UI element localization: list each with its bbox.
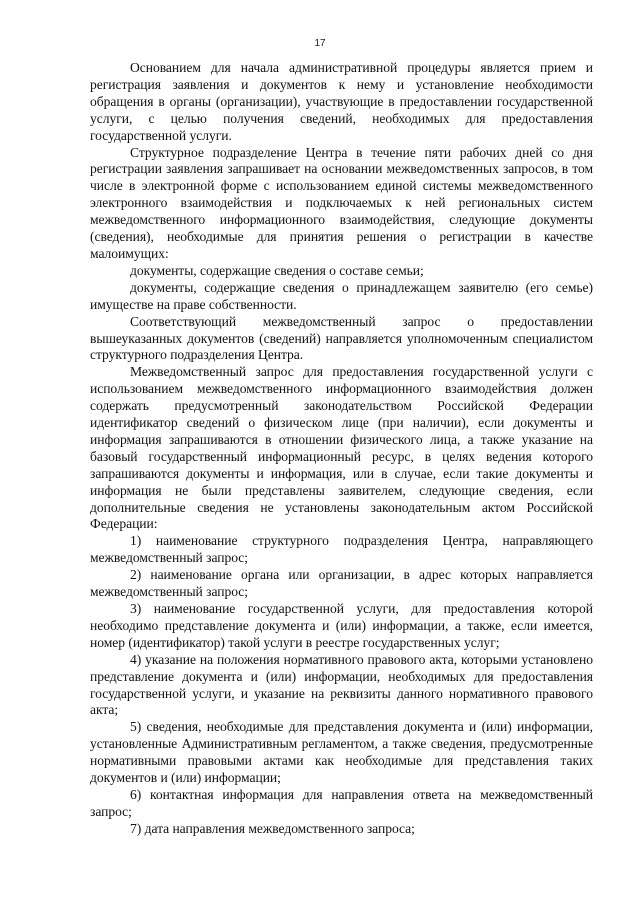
paragraph-request-sender: Соответствующий межведомственный запрос о предоставлении вышеуказанных документов (сведений) направляется уполномоченным специалистом структурного подразделения Центра. (90, 313, 593, 363)
list-item-3: 3) наименование государственной услуги, для предоставления которой необходимо представление документа и (или) информации, а также, если имеется, номер (идентификатор) такой услуги в реестре государственных услуг; (90, 601, 593, 650)
document-body (90, 60, 593, 838)
paragraph-request-content: Межведомственный запрос для предоставления государственной услуги с использованием межведомственного информационного взаимодействия должен содержать предусмотренный законодательством Российской Федерации идентификатор сведений о физическом лице (при наличии), если документы и информация запрашиваются в отношении физического лица, а также указание на базовый государственный информационный ресурс, в целях ведения которого запрашиваются документы и информация, или в случае, если такие документы и информация не были представлены заявителем, следующие сведения, если дополнительные сведения не установлены законодательным актом Российской Федерации: (90, 364, 593, 532)
list-item-4: 4) указание на положения нормативного правового акта, которыми установлено представление документа и (или) информации, необходимых для предоставления государственной услуги, и указание на реквизиты данного нормативного правового акта; (90, 651, 593, 718)
page-number: 17 (314, 38, 326, 49)
list-item-7: 7) дата направления межведомственного запроса; (130, 820, 415, 836)
list-item-1: 1) наименование структурного подразделения Центра, направляющего межведомственный запрос; (90, 533, 593, 566)
paragraph-structural-unit: Структурное подразделение Центра в течение пяти рабочих дней со дня регистрации заявления запрашивает на основании межведомственных запросов, в том числе в электронной форме с использованием единой системы межведомственного электронного взаимодействия и подключаемых к ней региональных систем межведомственного информационного взаимодействия, следующие документы (сведения), необходимые для принятия решения о регистрации в качестве малоимущих: (90, 144, 593, 261)
list-item-2: 2) наименование органа или организации, в адрес которых направляется межведомственный запрос; (90, 567, 593, 600)
paragraph-property-documents: документы, содержащие сведения о принадлежащем заявителю (его семье) имуществе на праве собственности. (90, 279, 593, 312)
list-item-6: 6) контактная информация для направления ответа на межведомственный запрос; (90, 786, 593, 819)
paragraph-family-documents: документы, содержащие сведения о составе семьи; (130, 262, 424, 278)
list-item-5: 5) сведения, необходимые для представления документа и (или) информации, установленные Административным регламентом, а также сведения, предусмотренные нормативными правовыми актами как необходимые для представления таких документов и (или) информации; (90, 719, 593, 786)
paragraph-basis: Основанием для начала административной процедуры является прием и регистрация заявления и документов к нему и установление необходимости обращения в органы (организации), участвующие в предоставлении государственной услуги, с целью получения сведений, необходимых для предоставления государственной услуги. (90, 60, 593, 143)
